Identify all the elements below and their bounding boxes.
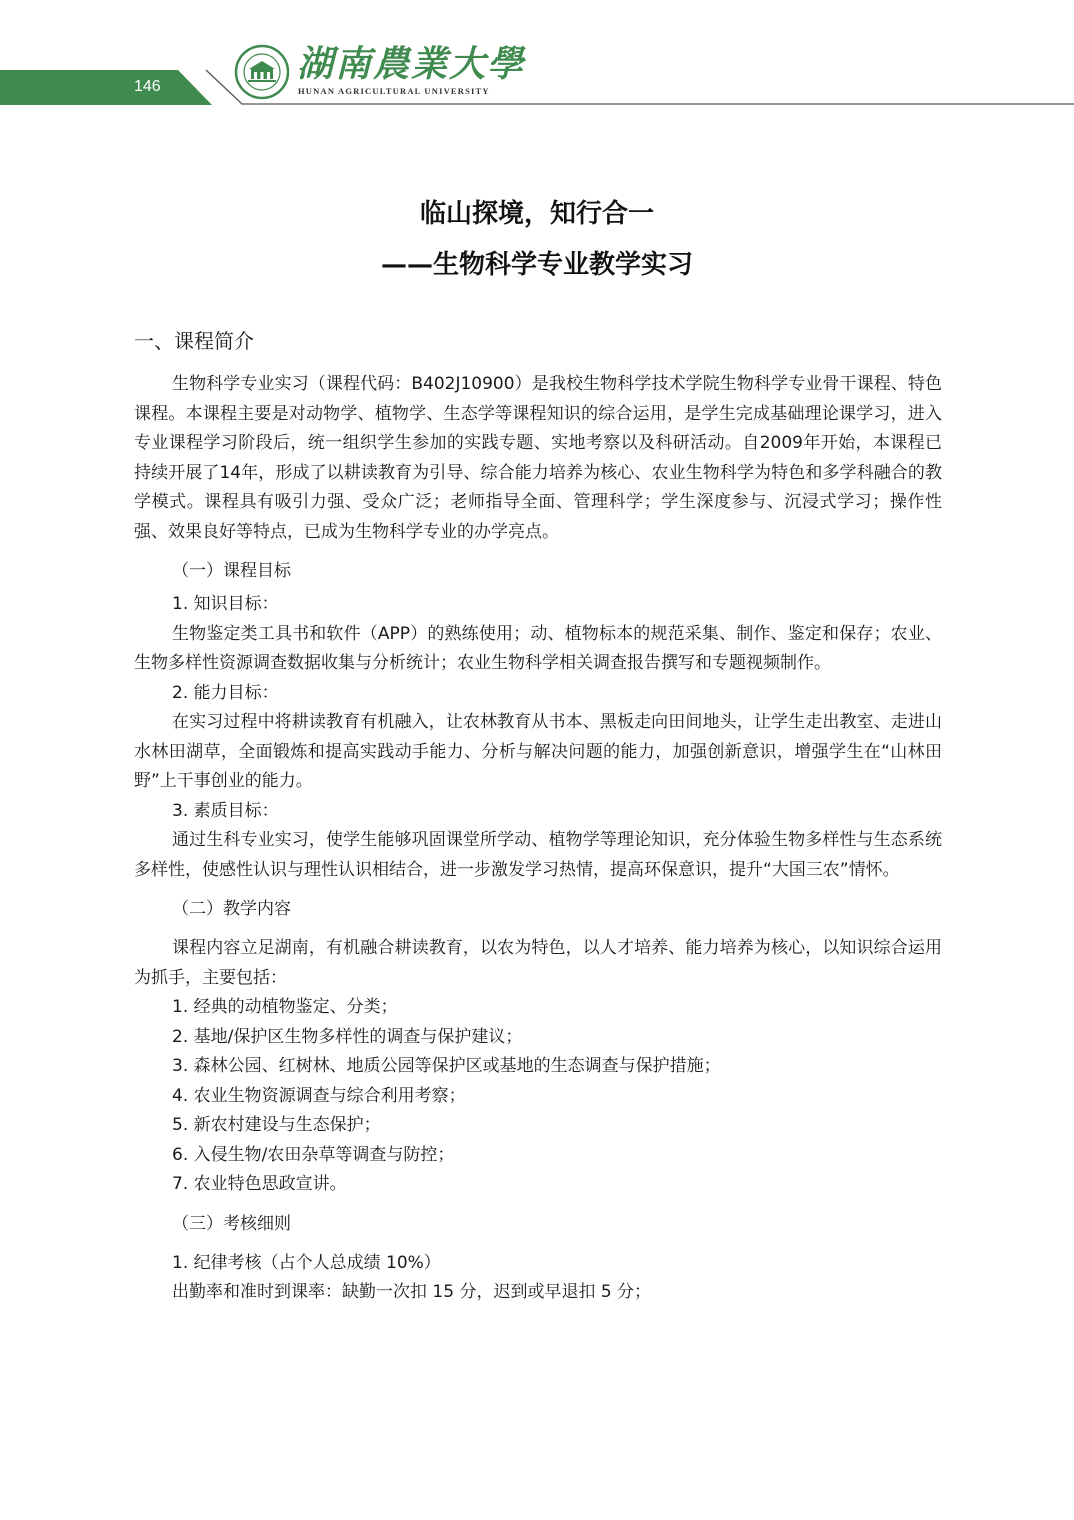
list-item: 3. 森林公园、红树林、地质公园等保护区或基地的生态调查与保护措施；	[172, 1056, 721, 1076]
document-subtitle: ——生物科学专业教学实习	[380, 250, 693, 280]
header-rule-line	[0, 0, 1074, 115]
university-name-en: HUNAN AGRICULTURAL UNIVERSITY	[298, 86, 490, 96]
university-seal-icon	[234, 44, 290, 100]
list-item: 6. 入侵生物/农田杂草等调查与防控；	[172, 1144, 455, 1165]
main-content	[134, 326, 942, 1308]
document-title: 临山探境，知行合一	[419, 199, 654, 229]
objective-text-quality: 通过生科专业实习，使学生能够巩固课堂所学动、植物学等理论知识，充分体验生物多样性与生态系统多样性，使感性认识与理性认识相结合，进一步激发学习热情，提高环保意识，提升“大国三农”情怀。	[134, 830, 942, 880]
list-item: 7. 农业特色思政宣讲。	[172, 1174, 347, 1194]
course-intro-paragraph: 生物科学专业实习（课程代码：B402J10900）是我校生物科学技术学院生物科学专业骨干课程、特色课程。本课程主要是对动物学、植物学、生态学等课程知识的综合运用，是学生完成基础理论课学习，进入专业课程学习阶段后，统一组织学生参加的实践专题、实地考察以及科研活动。自2009年开始，本课程已持续开展了14年，形成了以耕读教育为引导、综合能力培养为核心、农业生物科学为特色和多学科融合的教学模式。课程具有吸引力强、受众广泛；老师指导全面、管理科学；学生深度参与、沉浸式学习；操作性强、效果良好等特点，已成为生物科学专业的办学亮点。	[134, 374, 942, 542]
subsection-heading-objectives: （一）课程目标	[172, 561, 291, 581]
list-item: 4. 农业生物资源调查与综合利用考察；	[172, 1085, 466, 1106]
list-item: 1. 经典的动植物鉴定、分类；	[172, 997, 398, 1017]
subsection-heading-teaching-content: （二）教学内容	[172, 899, 291, 919]
university-name-cn: 湖南農業大學	[297, 43, 526, 85]
assessment-text-attendance: 出勤率和准时到课率：缺勤一次扣 15 分，迟到或早退扣 5 分；	[172, 1282, 652, 1302]
objective-label-quality: 3. 素质目标：	[172, 800, 279, 821]
page-header	[0, 0, 1074, 115]
list-item: 2. 基地/保护区生物多样性的调查与保护建议；	[172, 1026, 523, 1047]
list-item: 5. 新农村建设与生态保护；	[172, 1115, 381, 1135]
objective-text-knowledge: 生物鉴定类工具书和软件（APP）的熟练使用；动、植物标本的规范采集、制作、鉴定和保存；农业、生物多样性资源调查数据收集与分析统计；农业生物科学相关调查报告撰写和专题视频制作。	[134, 623, 942, 673]
teaching-content-intro: 课程内容立足湖南，有机融合耕读教育，以农为特色，以人才培养、能力培养为核心，以知识综合运用为抓手，主要包括：	[134, 938, 942, 988]
objective-label-knowledge: 1. 知识目标：	[172, 594, 279, 614]
page-number: 146	[134, 78, 161, 95]
assessment-item-discipline: 1. 纪律考核（占个人总成绩 10%）	[172, 1252, 441, 1273]
objective-label-ability: 2. 能力目标：	[172, 682, 279, 703]
objective-text-ability: 在实习过程中将耕读教育有机融入，让农林教育从书本、黑板走向田间地头，让学生走出教室、走进山水林田湖草，全面锻炼和提高实践动手能力、分析与解决问题的能力，加强创新意识，增强学生在“山林田野”上干事创业的能力。	[134, 712, 942, 791]
section-heading-course-intro: 一、课程简介	[134, 329, 254, 353]
subsection-heading-assessment: （三）考核细则	[172, 1213, 291, 1234]
